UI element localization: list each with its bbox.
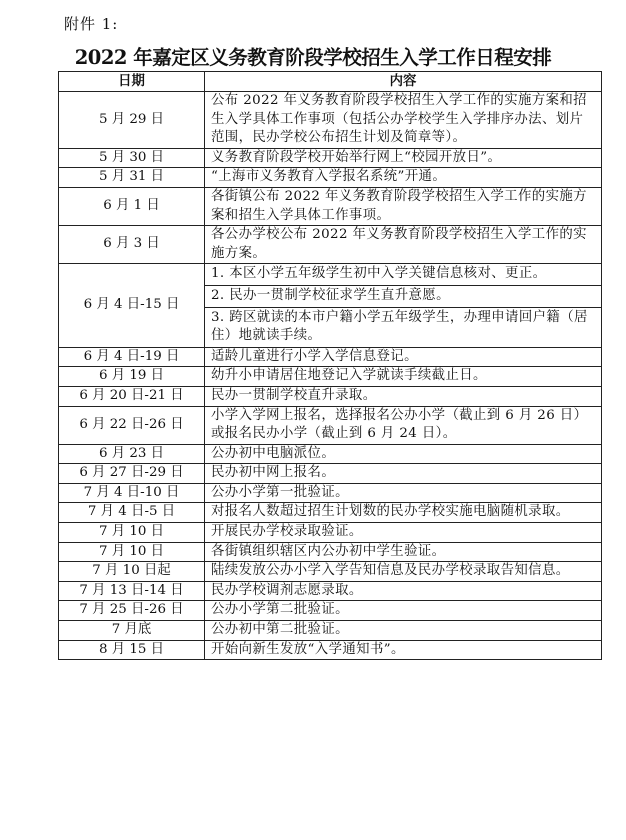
schedule-date-cell: 7 月 10 日 [59, 542, 205, 562]
schedule-content-cell: 义务教育阶段学校开始举行网上“校园开放日”。 [205, 148, 602, 168]
table-row [59, 483, 602, 503]
schedule-date-cell: 7 月 10 日 [59, 523, 205, 543]
schedule-content-cell: 各街镇公布 2022 年义务教育阶段学校招生入学工作的实施方案和招生入学具体工作事项。 [205, 187, 602, 225]
table-row [59, 601, 602, 621]
schedule-date-cell: 7 月 25 日-26 日 [59, 601, 205, 621]
table-row [59, 523, 602, 543]
table-row [59, 226, 602, 264]
table-row [59, 581, 602, 601]
schedule-date-cell: 5 月 31 日 [59, 168, 205, 188]
table-header-row [59, 72, 602, 92]
table-row [59, 386, 602, 406]
table-row [59, 187, 602, 225]
schedule-date-cell: 8 月 15 日 [59, 640, 205, 660]
schedule-content-cell: 小学入学网上报名，选择报名公办小学（截止到 6 月 26 日）或报名民办小学（截止到 6 月 24 日）。 [205, 406, 602, 444]
schedule-content-cell: “上海市义务教育入学报名系统”开通。 [205, 168, 602, 188]
table-row [59, 444, 602, 464]
document-title: 2022 年嘉定区义务教育阶段学校招生入学工作日程安排 [74, 46, 552, 69]
attachment-label: 附件 1: [64, 15, 119, 33]
schedule-content-cell: 各街镇组织辖区内公办初中学生验证。 [205, 542, 602, 562]
table-row [59, 168, 602, 188]
schedule-content-cell: 对报名人数超过招生计划数的民办学校实施电脑随机录取。 [205, 503, 602, 523]
schedule-content-cell: 各公办学校公布 2022 年义务教育阶段学校招生入学工作的实施方案。 [205, 226, 602, 264]
schedule-content-cell: 公布 2022 年义务教育阶段学校招生入学工作的实施方案和招生入学具体工作事项（包括公办学校学生入学排序办法、划片范围，民办学校公布招生计划及简章等）。 [205, 92, 602, 149]
schedule-content-cell: 开始向新生发放“入学通知书”。 [205, 640, 602, 660]
schedule-content-cell: 民办学校调剂志愿录取。 [205, 581, 602, 601]
schedule-date-cell: 6 月 22 日-26 日 [59, 406, 205, 444]
table-row [59, 264, 602, 286]
schedule-body [59, 92, 602, 660]
table-row [59, 621, 602, 641]
schedule-content-cell: 幼升小申请居住地登记入学就读手续截止日。 [205, 367, 602, 387]
table-row [59, 92, 602, 149]
schedule-content-cell: 公办初中第二批验证。 [205, 621, 602, 641]
table-row [59, 640, 602, 660]
schedule-content-cell: 适龄儿童进行小学入学信息登记。 [205, 347, 602, 367]
header-content: 内容 [205, 72, 602, 92]
schedule-date-cell: 7 月 4 日-5 日 [59, 503, 205, 523]
schedule-content-cell: 公办小学第二批验证。 [205, 601, 602, 621]
table-row [59, 347, 602, 367]
table-row [59, 464, 602, 484]
schedule-table [58, 71, 602, 660]
schedule-date-cell: 6 月 4 日-15 日 [59, 264, 205, 347]
schedule-content-cell: 民办一贯制学校直升录取。 [205, 386, 602, 406]
table-row [59, 406, 602, 444]
schedule-date-cell: 6 月 20 日-21 日 [59, 386, 205, 406]
table-row [59, 562, 602, 582]
header-date: 日期 [59, 72, 205, 92]
schedule-date-cell: 7 月 13 日-14 日 [59, 581, 205, 601]
schedule-content-subitem: 1. 本区小学五年级学生初中入学关键信息核对、更正。 [205, 264, 602, 286]
table-row [59, 503, 602, 523]
schedule-content-cell: 陆续发放公办小学入学告知信息及民办学校录取告知信息。 [205, 562, 602, 582]
table-row [59, 542, 602, 562]
schedule-content-cell: 民办初中网上报名。 [205, 464, 602, 484]
schedule-content-cell: 公办初中电脑派位。 [205, 444, 602, 464]
table-row [59, 367, 602, 387]
schedule-date-cell: 7 月底 [59, 621, 205, 641]
schedule-date-cell: 5 月 30 日 [59, 148, 205, 168]
schedule-content-cell: 开展民办学校录取验证。 [205, 523, 602, 543]
schedule-date-cell: 6 月 3 日 [59, 226, 205, 264]
schedule-date-cell: 6 月 23 日 [59, 444, 205, 464]
table-row [59, 148, 602, 168]
schedule-date-cell: 6 月 19 日 [59, 367, 205, 387]
schedule-content-subitem: 3. 跨区就读的本市户籍小学五年级学生，办理申请回户籍（居住）地就读手续。 [205, 307, 602, 347]
schedule-date-cell: 7 月 4 日-10 日 [59, 483, 205, 503]
schedule-date-cell: 7 月 10 日起 [59, 562, 205, 582]
schedule-date-cell: 6 月 1 日 [59, 187, 205, 225]
schedule-date-cell: 5 月 29 日 [59, 92, 205, 149]
schedule-date-cell: 6 月 4 日-19 日 [59, 347, 205, 367]
schedule-content-subitem: 2. 民办一贯制学校征求学生直升意愿。 [205, 285, 602, 307]
schedule-content-cell: 公办小学第一批验证。 [205, 483, 602, 503]
schedule-date-cell: 6 月 27 日-29 日 [59, 464, 205, 484]
